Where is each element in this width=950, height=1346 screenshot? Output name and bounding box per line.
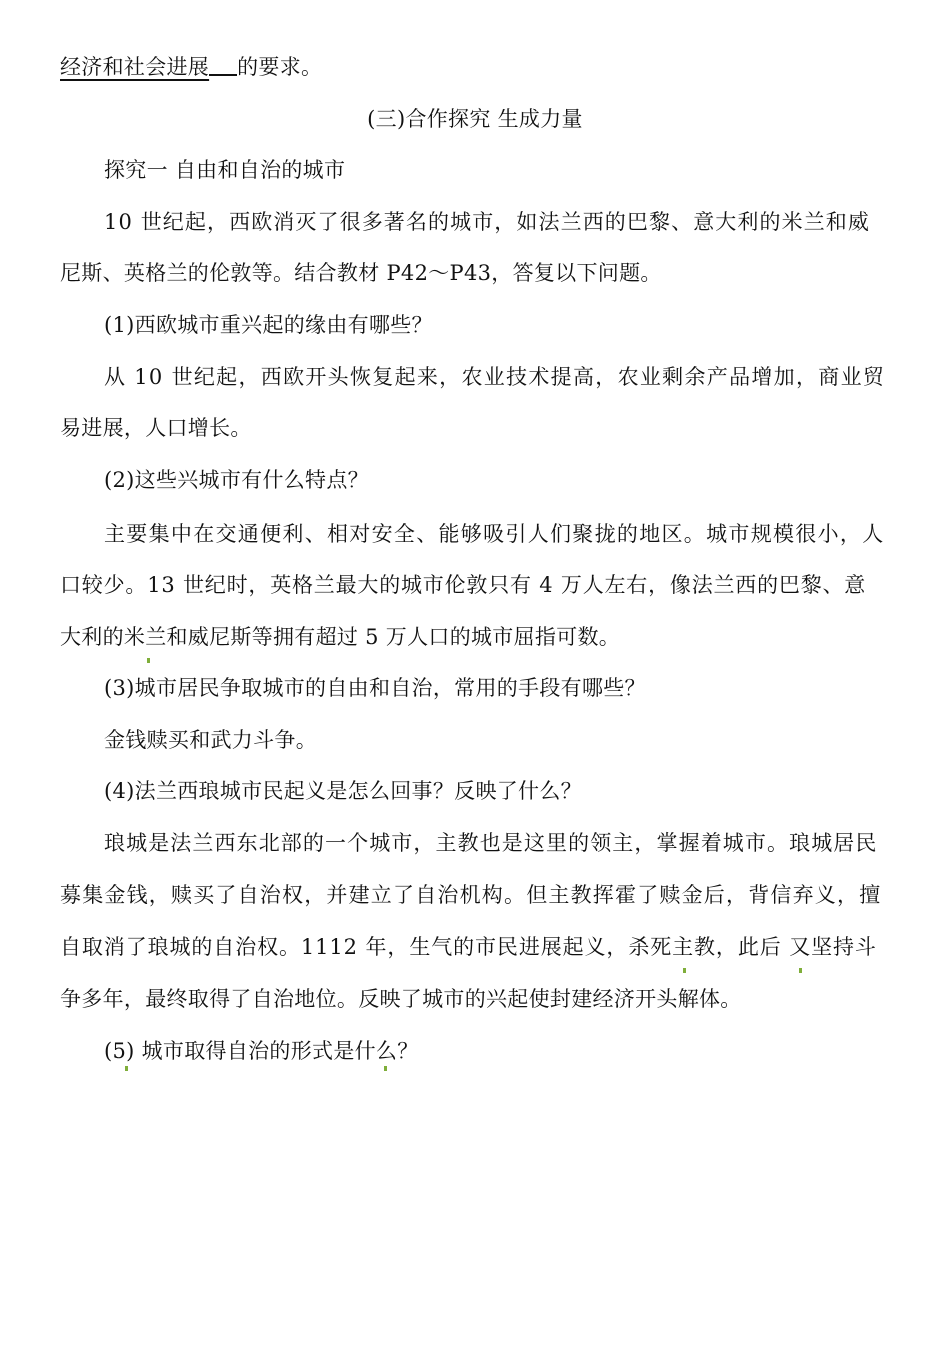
- annotation-mark: [125, 1066, 128, 1071]
- question-5: (5) 城市取得自治的形式是什么？: [104, 1039, 419, 1063]
- question-2: (2)这些兴城市有什么特点？: [104, 468, 369, 492]
- annotation-mark: [384, 1066, 387, 1071]
- question-3: (3)城市居民争取城市的自由和自治，常用的手段有哪些？: [104, 676, 646, 700]
- annotation-mark: [799, 968, 802, 973]
- intro-line-1: 10 世纪起，西欧消灭了很多著名的城市，如法兰西的巴黎、意大利的米兰和威: [104, 210, 870, 234]
- top-line-tail: 的要求。: [237, 55, 323, 79]
- answer-1-line-1: 从 10 世纪起，西欧开头恢复起来，农业技术提高，农业剩余产品增加，商业贸: [104, 365, 886, 389]
- section-title: (三)合作探究 生成力量: [367, 107, 583, 131]
- annotation-mark: [147, 658, 150, 663]
- answer-4-line-4: 争多年，最终取得了自治地位。反映了城市的兴起使封建经济开头解体。: [60, 987, 742, 1011]
- answer-3: 金钱赎买和武力斗争。: [104, 728, 317, 752]
- underlined-phrase: 经济和社会进展: [60, 55, 210, 79]
- fill-in-blank: [209, 54, 237, 76]
- inquiry-title: 探究一 自由和自治的城市: [104, 158, 346, 182]
- answer-1-line-2: 易进展，人口增长。: [60, 416, 252, 440]
- top-line: [60, 52, 322, 82]
- question-1: (1)西欧城市重兴起的缘由有哪些？: [104, 313, 433, 337]
- question-4: (4)法兰西琅城市民起义是怎么回事？反映了什么？: [104, 779, 582, 803]
- answer-4-line-2: 募集金钱，赎买了自治权，并建立了自治机构。但主教挥霍了赎金后，背信弃义，擅: [60, 883, 882, 907]
- answer-2-line-3: 大利的米兰和威尼斯等拥有超过 5 万人口的城市屈指可数。: [60, 625, 621, 649]
- answer-4-line-1: 琅城是法兰西东北部的一个城市，主教也是这里的领主，掌握着城市。琅城居民: [104, 831, 878, 855]
- annotation-mark: [683, 968, 686, 973]
- answer-2-line-2: 口较少。13 世纪时，英格兰最大的城市伦敦只有 4 万人左右，像法兰西的巴黎、意: [60, 573, 867, 597]
- intro-line-2: 尼斯、英格兰的伦敦等。结合教材 P42～P43，答复以下问题。: [60, 261, 662, 285]
- answer-2-line-1: 主要集中在交通便利、相对安全、能够吸引人们聚拢的地区。城市规模很小，人: [104, 522, 885, 546]
- answer-4-line-3: 自取消了琅城的自治权。1112 年，生气的市民进展起义，杀死主教，此后 又坚持斗: [60, 935, 877, 959]
